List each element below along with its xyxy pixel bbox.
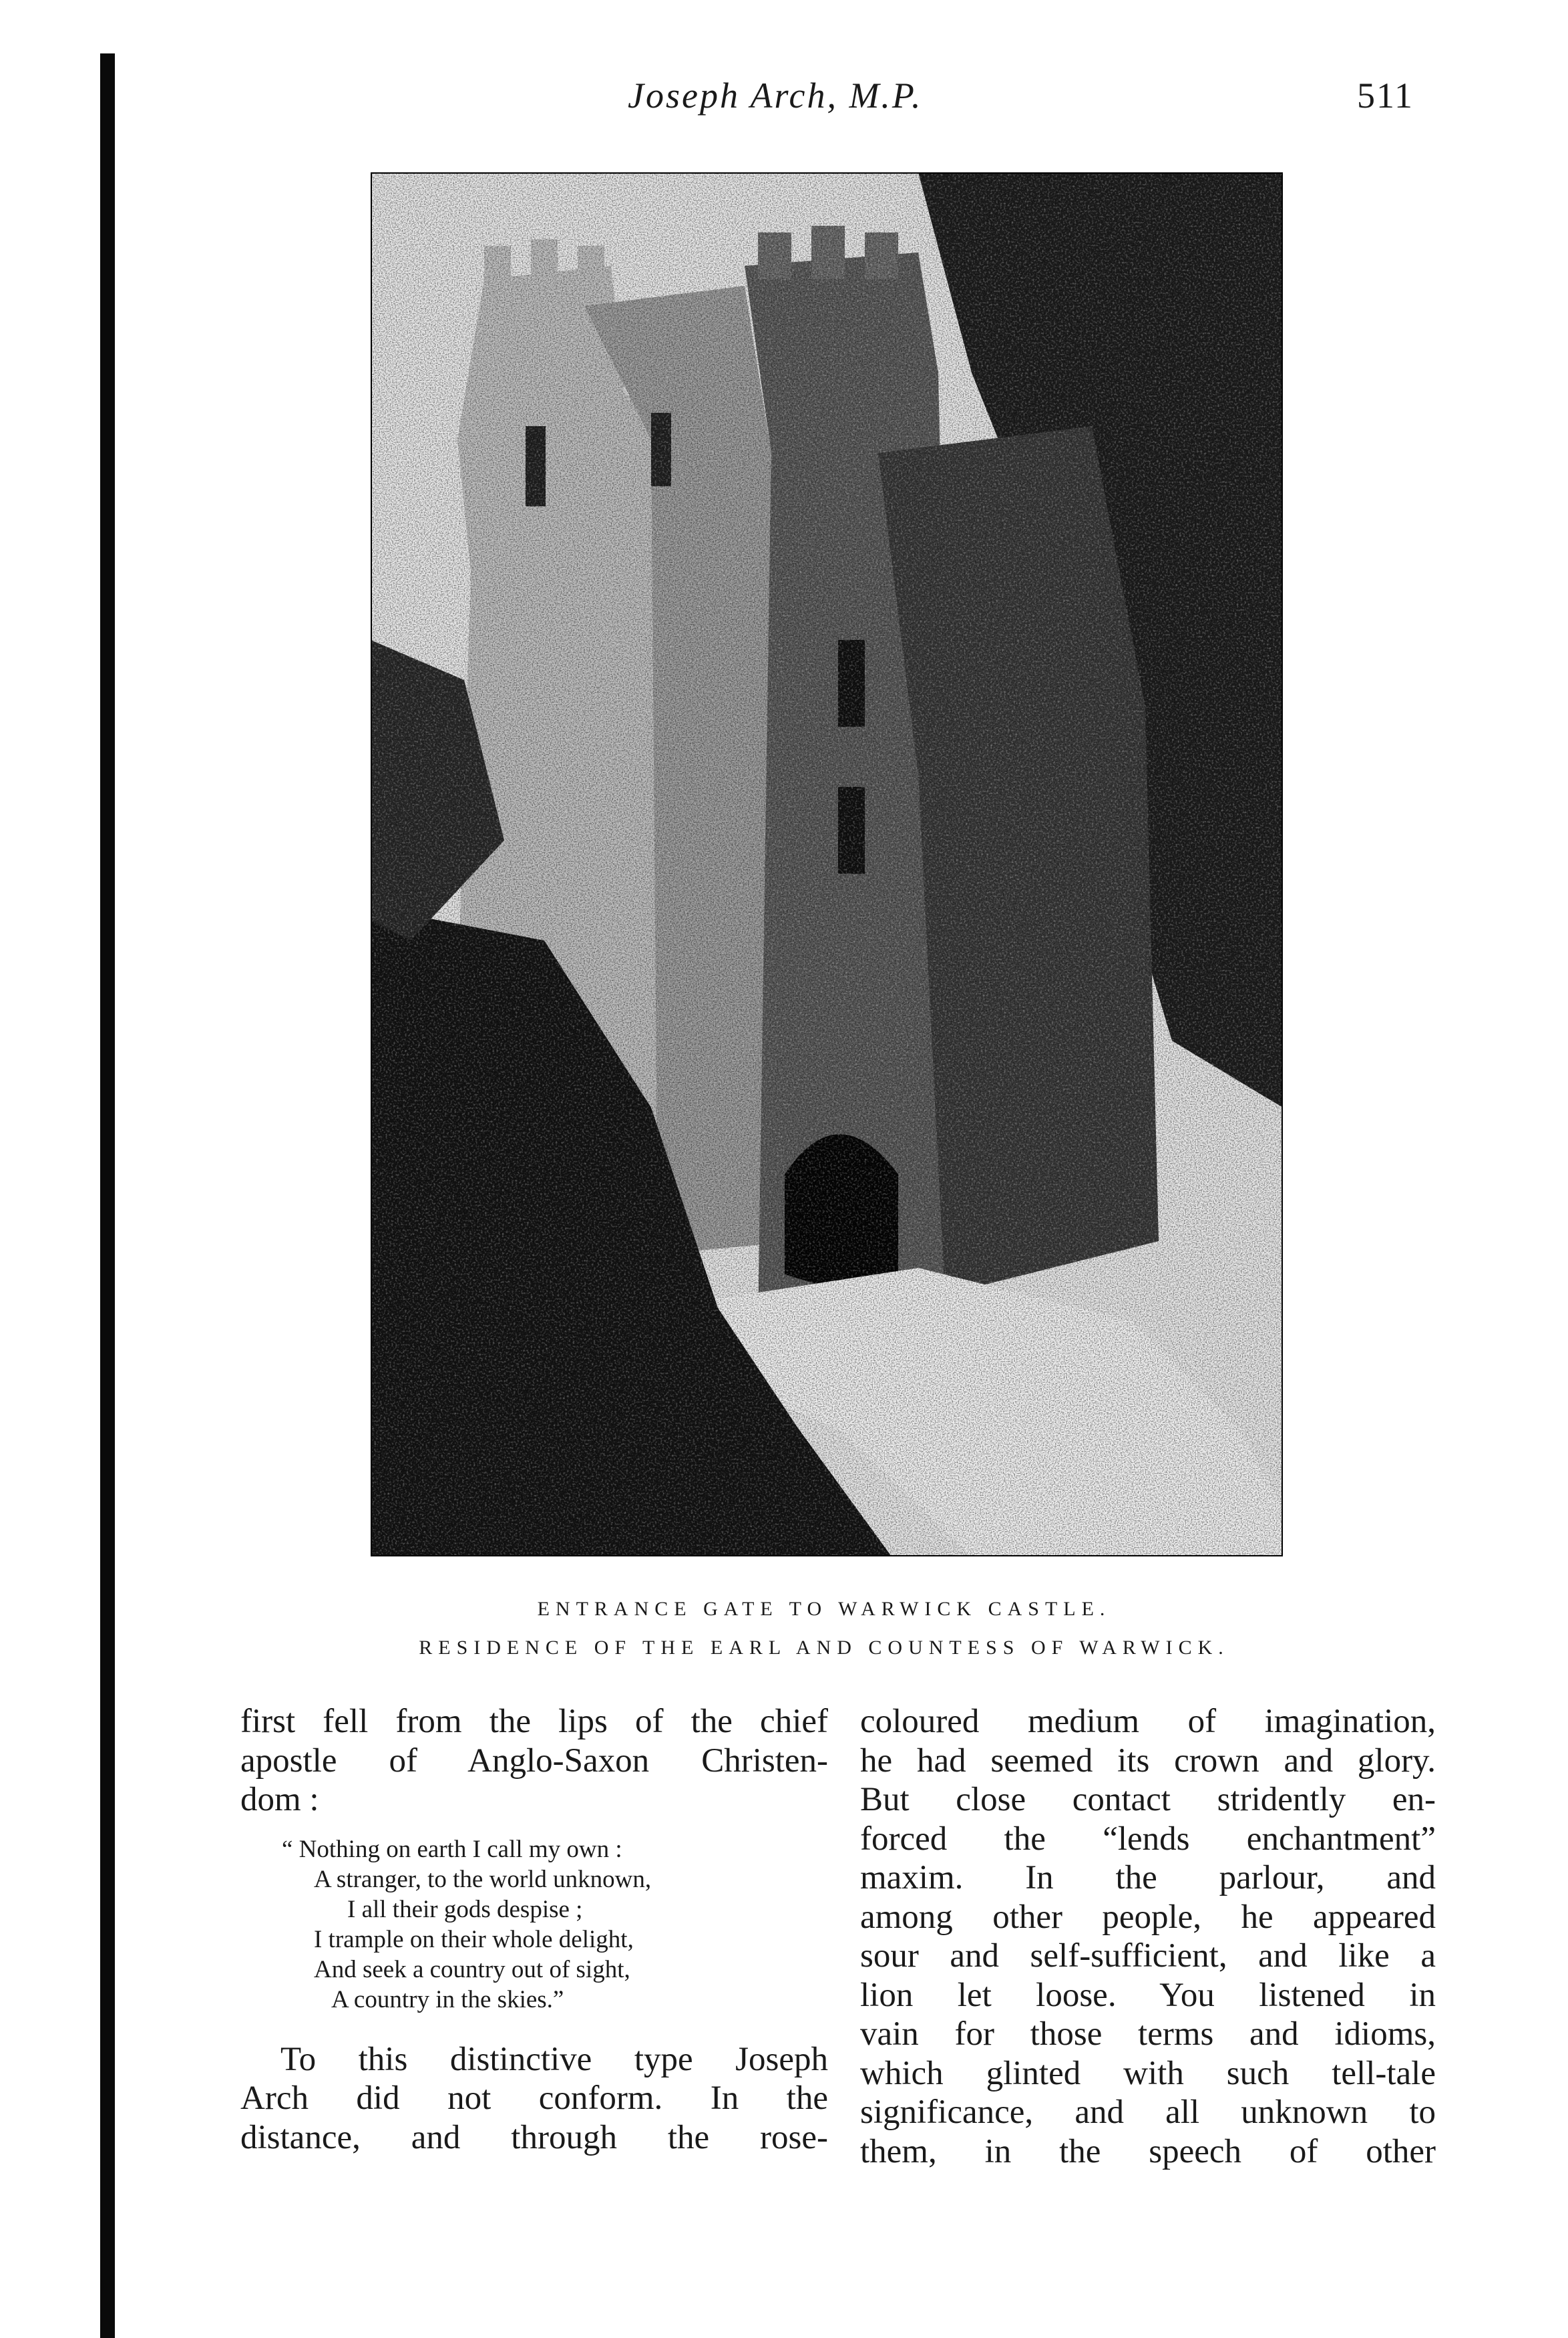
text-line: significance, and all unknown to [860, 2094, 1436, 2131]
verse-line: And seek a country out of sight, [314, 1955, 630, 1983]
text-line: first fell from the lips of the chief [240, 1703, 828, 1740]
verse-quotation [240, 1834, 828, 2015]
verse-line: “ Nothing on earth I call my own : [282, 1835, 622, 1863]
text-line: dom : [240, 1781, 319, 1818]
figure-caption-line-1: ENTRANCE GATE TO WARWICK CASTLE. [537, 1598, 1111, 1620]
figure-caption-line-2: RESIDENCE OF THE EARL AND COUNTESS OF WARWICK. [419, 1637, 1229, 1659]
text-line: distance, and through the rose- [240, 2118, 828, 2156]
photograph-illustration [371, 172, 1283, 1556]
text-line: apostle of Anglo-Saxon Christen- [240, 1741, 828, 1780]
text-line: them, in the speech of other [860, 2132, 1436, 2170]
text-line: coloured medium of imagination, [860, 1703, 1436, 1740]
text-line: Arch did not conform. In the [240, 2079, 828, 2117]
binding-edge [100, 53, 115, 2338]
text-line: he had seemed its crown and glory. [860, 1741, 1436, 1780]
text-line: lion let loose. You listened in [860, 1976, 1436, 2014]
running-title: Joseph Arch, M.P. [628, 75, 923, 116]
text-line: which glinted with such tell-tale [860, 2054, 1436, 2092]
verse-line: I all their gods despise ; [347, 1895, 583, 1923]
verse-line: I trample on their whole delight, [314, 1925, 634, 1953]
text-line: To this distinctive type Joseph [280, 2040, 828, 2078]
left-column [240, 1702, 828, 2157]
text-line: But close contact stridently en- [860, 1781, 1436, 1818]
right-column [860, 1702, 1436, 2171]
castle-gate-photograph [371, 172, 1283, 1556]
text-line: vain for those terms and idioms, [860, 2015, 1436, 2053]
text-line: among other people, he appeared [860, 1898, 1436, 1936]
text-line: sour and self-sufficient, and like a [860, 1937, 1436, 1975]
verse-line: A stranger, to the world unknown, [314, 1865, 652, 1893]
verse-line: A country in the skies.” [331, 1985, 564, 2013]
text-line: forced the “lends enchantment” [860, 1820, 1436, 1858]
text-line: maxim. In the parlour, and [860, 1859, 1436, 1896]
page-number: 511 [1357, 75, 1414, 116]
